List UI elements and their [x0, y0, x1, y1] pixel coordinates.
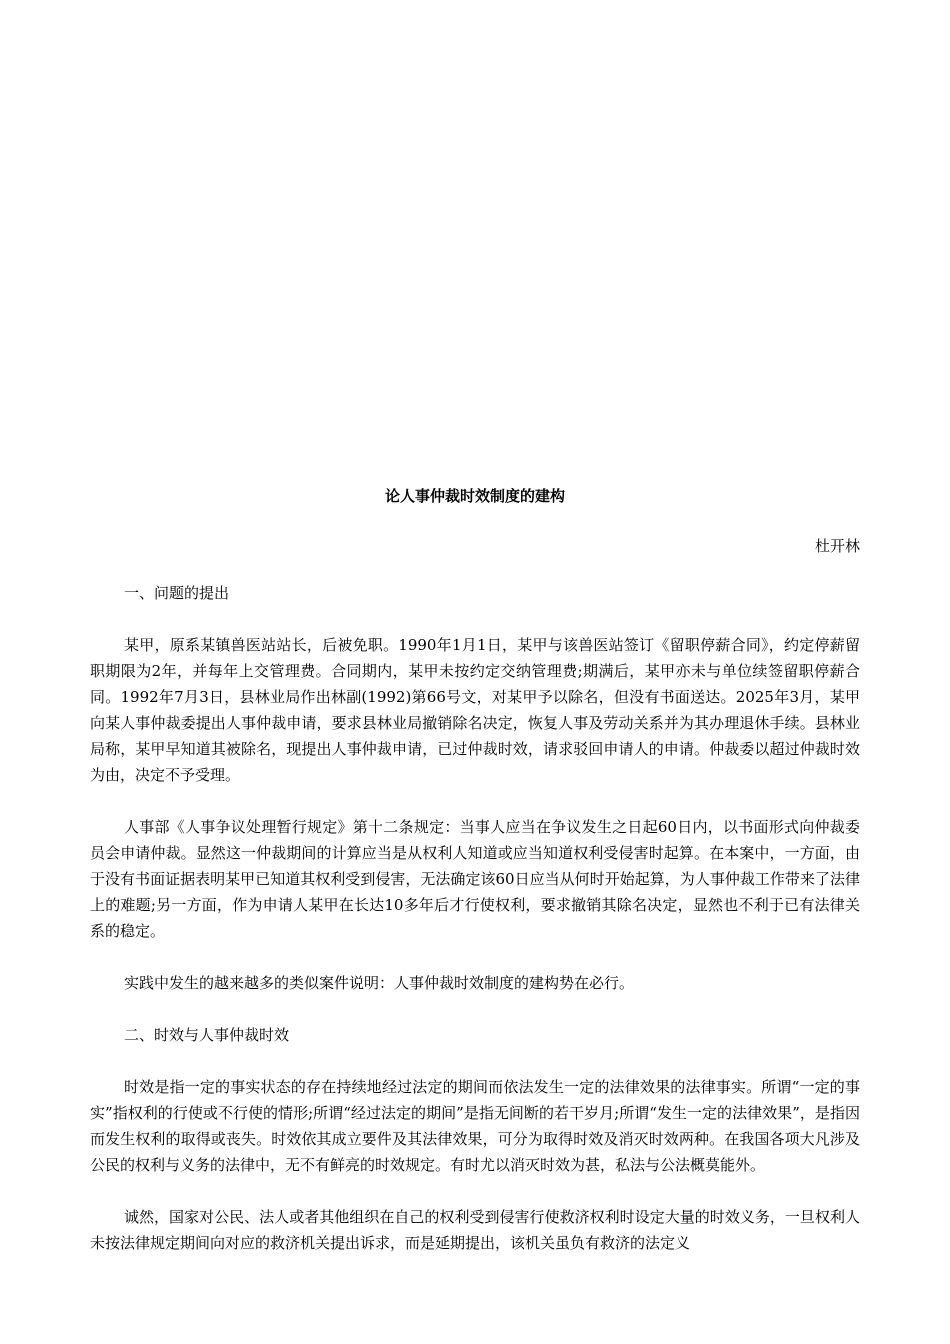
paragraph-case-facts: 某甲，原系某镇兽医站站长，后被免职。1990年1月1日，某甲与该兽医站签订《留职停薪合同》，约定停薪留职期限为2年，并每年上交管理费。合同期内，某甲未按约定交纳管理费;期满后，某甲亦未与单位续签留职停薪合同。1992年7月3日，县林业局作出林副(1992)第66号文，对某甲予以除名，但没有书面送达。2025年3月，某甲向某人事仲裁委提出人事仲裁申请，要求县林业局撤销除名决定，恢复人事及劳动关系并为其办理退休手续。县林业局称，某甲早知道其被除名，现提出人事仲裁申请，已过仲裁时效，请求驳回申请人的申请。仲裁委以超过仲裁时效为由，决定不予受理。	[90, 636, 860, 784]
document-author: 杜开林	[814, 537, 860, 555]
paragraph-obligation: 诚然，国家对公民、法人或者其他组织在自己的权利受到侵害行使救济权利时设定大量的时效义务，一旦权利人未按法律规定期间向对应的救济机关提出诉求，而是延期提出，该机关虽负有救济的法定义	[90, 1208, 860, 1252]
paragraph-regulation: 人事部《人事争议处理暂行规定》第十二条规定：当事人应当在争议发生之日起60日内，以书面形式向仲裁委员会申请仲裁。显然这一仲裁期间的计算应当是从权利人知道或应当知道权利受侵害时起算。在本案中，一方面，由于没有书面证据表明某甲已知道其权利受到侵害，无法确定该60日应当从何时开始起算，为人事仲裁工作带来了法律上的难题;另一方面，作为申请人某甲在长达10多年后才行使权利，要求撤销其除名决定，显然也不利于已有法律关系的稳定。	[90, 818, 860, 940]
document-title: 论人事仲裁时效制度的建构	[384, 487, 565, 505]
section-heading-1: 一、问题的提出	[124, 584, 230, 602]
section-heading-2: 二、时效与人事仲裁时效	[124, 1026, 290, 1044]
paragraph-conclusion: 实践中发生的越来越多的类似案件说明：人事仲裁时效制度的建构势在必行。	[124, 974, 635, 992]
paragraph-definition: 时效是指一定的事实状态的存在持续地经过法定的期间而依法发生一定的法律效果的法律事实。所谓“一定的事实”指权利的行使或不行使的情形;所谓“经过法定的期间”是指无间断的若干岁月;所谓“发生一定的法律效果”，是指因而发生权利的取得或丧失。时效依其成立要件及其法律效果，可分为取得时效及消灭时效两种。在我国各项大凡涉及公民的权利与义务的法律中，无不有鲜亮的时效规定。有时尤以消灭时效为甚，私法与公法概莫能外。	[90, 1078, 860, 1174]
document-body	[90, 580, 860, 1282]
